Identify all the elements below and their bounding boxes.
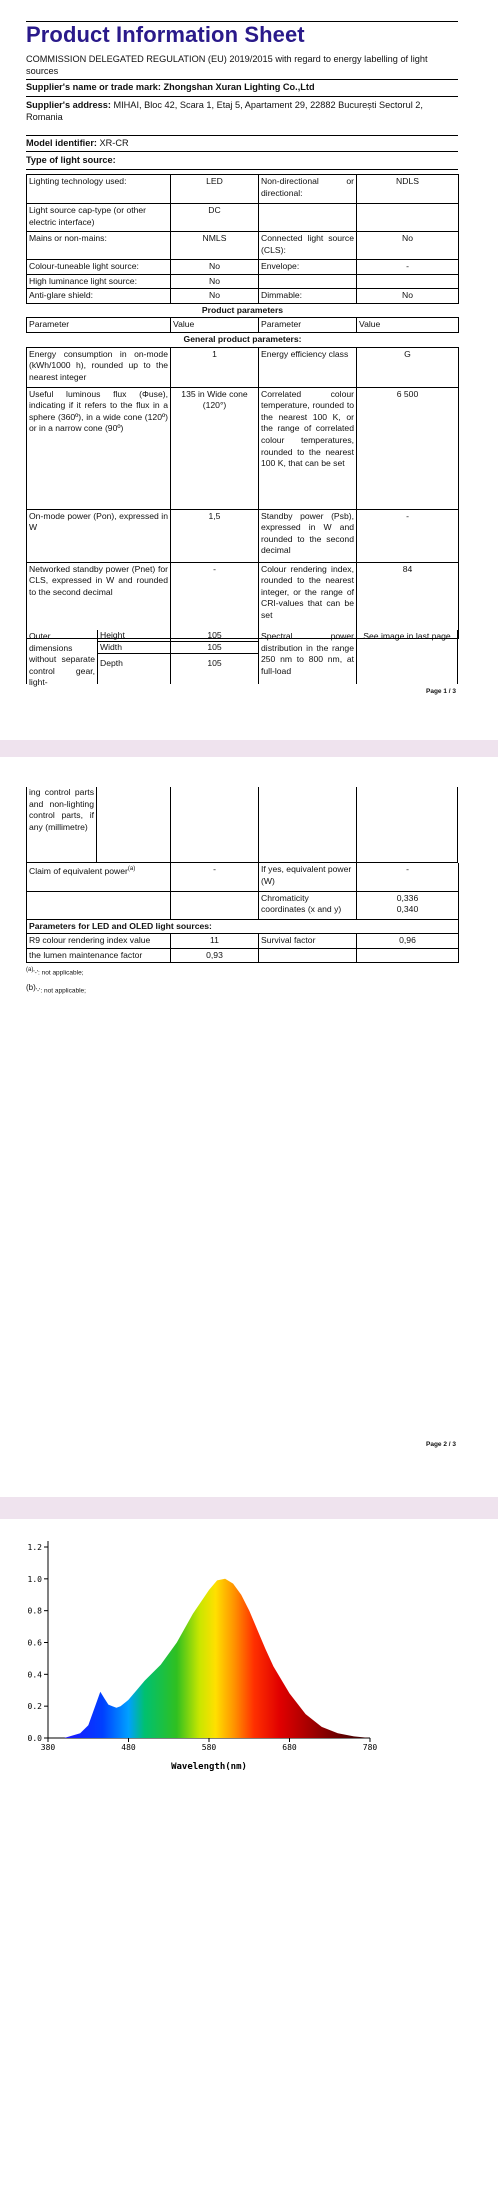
page-3 — [0, 1519, 498, 2189]
table-row: Anti-glare shield: No Dimmable: No — [27, 289, 459, 304]
dim-width-label: Width — [97, 642, 170, 654]
supplier-address-row — [26, 99, 458, 123]
rule — [26, 135, 458, 136]
y-tick-label: 0.6 — [27, 1638, 42, 1648]
footnote-a: $^{(a)}$'-': not applicable; — [26, 967, 84, 977]
table-row: Energy consumption in on-mode (kWh/1000 h), rounded up to the nearest integer 1 Energy efficiency class G — [27, 347, 459, 387]
dim-height-label: Height — [97, 630, 170, 642]
table-row: Useful luminous flux (Φuse), indicating if it refers to the flux in a sphere (360º), in a wide cone (120º) or in a narrow cone (90º) 135 in Wide cone (120°) Correlated colour temperature, rounded to the nearest 100 K, or the range of correlated colour temperatures, rounded to the nearest 100 K, that can be set 6 500 — [27, 387, 459, 509]
col-line — [258, 787, 259, 863]
table-row: Chromaticity coordinates (x and y) 0,336 0,340 — [27, 891, 459, 919]
model-row — [26, 137, 458, 149]
page-1 — [0, 0, 498, 740]
x-tick-label: 480 — [121, 1743, 136, 1752]
dim-width-value: 105 — [170, 642, 258, 654]
params-table-continued — [26, 863, 459, 963]
outer-dimensions-block — [26, 630, 458, 688]
led-heading-row: Parameters for LED and OLED light sources: — [27, 919, 459, 934]
x-tick-label: 780 — [362, 1743, 378, 1752]
supplier-address: MIHAI, Bloc 42, Scara 1, Etaj 5, Apartament 29, 22882 București Sectorul 2, Romania — [26, 100, 423, 122]
column-header-row: Parameter Value Parameter Value — [27, 318, 459, 333]
supplier-name: Zhongshan Xuran Lighting Co.,Ltd — [163, 82, 315, 92]
table-row: Claim of equivalent power$^{(a)}$ - If yes, equivalent power (W) - — [27, 863, 459, 891]
col-line — [170, 787, 171, 863]
table-row: High luminance light source: No — [27, 274, 459, 289]
supplier-name-row — [26, 81, 458, 93]
table-row: Networked standby power (Pnet) for CLS, expressed in W and rounded to the second decimal - Colour rendering index, rounded to the nearest integer, or the range of CRI-values that can be set 84 — [27, 562, 459, 638]
model-label: Model identifier: — [26, 138, 97, 148]
y-tick-label: 0.0 — [27, 1734, 42, 1743]
table-row: Light source cap-type (or other electric interface) DC — [27, 204, 459, 232]
x-tick-label: 580 — [201, 1743, 217, 1752]
col-line — [356, 787, 357, 863]
rule — [26, 96, 458, 97]
dim-height-value: 105 — [170, 630, 258, 642]
dim-depth-label: Depth — [97, 654, 170, 684]
spectrum-area — [48, 1579, 370, 1738]
general-heading-row: General product parameters: — [27, 332, 459, 347]
rule — [26, 79, 458, 80]
x-tick-label: 680 — [282, 1743, 297, 1752]
model-value: XR-CR — [99, 138, 129, 148]
table-row: R9 colour rendering index value 11 Survival factor 0,96 — [27, 934, 459, 949]
outer-dim-label: Outer dimensions without separate control gear, light- — [26, 630, 97, 684]
dim-depth-value: 105 — [170, 654, 258, 684]
rule — [26, 151, 458, 152]
regulation-text: COMMISSION DELEGATED REGULATION (EU) 2019/2015 with regard to energy labelling of light sources — [26, 54, 428, 76]
x-tick-label: 380 — [40, 1743, 56, 1752]
spectral-distribution-chart — [0, 1519, 498, 1779]
y-tick-label: 1.2 — [27, 1543, 42, 1552]
footnote-b: $(b)_{'-': not applicable;}$ — [26, 983, 86, 995]
col-line — [457, 787, 458, 863]
y-tick-label: 0.8 — [27, 1606, 42, 1616]
page-title: Product Information Sheet — [26, 22, 305, 47]
spectral-value: See image in last page — [356, 630, 458, 684]
page-2 — [0, 757, 498, 1497]
type-table — [26, 174, 459, 639]
spectral-label: Spectral power distribution in the range 250 nm to 800 nm, at full-load — [258, 630, 356, 684]
table-row: Lighting technology used: LED Non-directional or directional: NDLS — [27, 175, 459, 204]
outer-dim-label-cont: ing control parts and non-lighting control parts, if any (millimetre) — [26, 787, 97, 863]
y-tick-label: 1.0 — [27, 1574, 42, 1584]
table-row: the lumen maintenance factor 0,93 — [27, 948, 459, 963]
table-row: Mains or non-mains: NMLS Connected light source (CLS): No — [27, 232, 459, 260]
outer-dimensions-continued — [26, 787, 458, 863]
page-number: Page 2 / 3 — [426, 1441, 456, 1448]
supplier-address-label: Supplier's address: — [26, 100, 111, 110]
page-number: Page 1 / 3 — [426, 688, 456, 695]
table-row: Colour-tuneable light source: No Envelope: - — [27, 260, 459, 275]
supplier-name-label: Supplier's name or trade mark: — [26, 82, 161, 92]
x-axis-label: Wavelength(nm) — [171, 1762, 247, 1772]
y-tick-label: 0.2 — [27, 1702, 42, 1712]
table-row: On-mode power (Pon), expressed in W 1,5 Standby power (Psb), expressed in W and rounded to the second decimal - — [27, 509, 459, 562]
type-heading: Type of light source: — [26, 155, 116, 165]
rule — [26, 169, 458, 170]
equiv-label: Claim of equivalent power$^{(a)}$ — [27, 863, 171, 891]
product-params-heading-row: Product parameters — [27, 303, 459, 318]
y-tick-label: 0.4 — [27, 1670, 42, 1680]
